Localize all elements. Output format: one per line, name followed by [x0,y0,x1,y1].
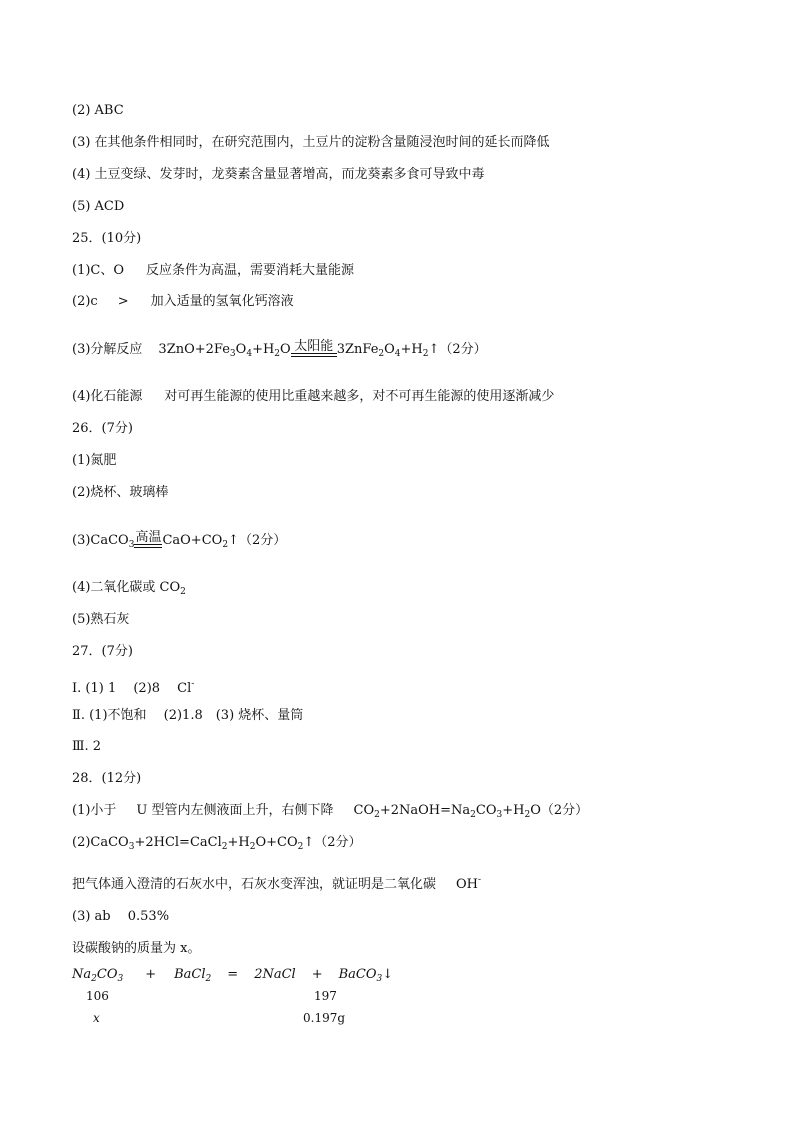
answer-26-5: (5)熟石灰 [72,612,130,627]
answer-24-3: (3) 在其他条件相同时，在研究范围内，土豆片的淀粉含量随浸泡时间的延长而降低 [72,135,550,150]
answer-27-I: Ⅰ. (1) 1 (2)8 Cl- [72,679,195,696]
answer-28-1: (1)小于 U 型管内左侧液面上升，右侧下降 $CO_2+2NaOH=Na_2CO_3+H_2O(2$分） [72,803,589,820]
answer-24-5: (5) ACD [72,199,125,214]
calc-106: 106 [86,989,109,1003]
calc-equation: $Na_2CO_3$ + BaCl$_2$ = 2NaCl + BaCO$_3$↓ [72,967,394,984]
answer-25-4: (4)化石能源 对可再生能源的使用比重越来越多，对不可再生能源的使用逐渐减少 [72,389,555,404]
question-28-header: 28．(12分) [72,771,142,786]
question-26-header: 26．(7分) [72,421,133,436]
answer-28-3: (3) ab 0.53% [72,909,170,924]
calc-x: x [93,1011,100,1025]
answer-24-2: (2) ABC [72,103,124,118]
question-27-header: 27．(7分) [72,644,133,659]
calc-setup: 设碳酸钠的质量为 x。 [72,941,201,956]
answer-28-2-text: 把气体通入澄清的石灰水中，石灰水变浑浊，就证明是二氧化碳 OH- [72,875,482,892]
answer-27-III: Ⅲ. 2 [72,739,102,754]
answer-28-2-equation: $(2)CaCO_3+2HCl=CaCl_2+H_2O+CO_2↑(2$分） [72,835,362,852]
answer-25-1: (1)C、O 反应条件为高温，需要消耗大量能源 [72,263,355,278]
answer-26-2: (2)烧杯、玻璃棒 [72,485,169,500]
answer-26-3-equation: (3)CaCO$_3$ 高温 $CaO+CO_2↑(2$分） [72,530,287,550]
answer-26-1: (1)氮肥 [72,453,117,468]
question-25-header: 25．(10分) [72,231,142,246]
answer-25-3-equation: (3)分解反应 $3ZnO+2Fe_3O_4+H_2O$ 太阳能 $3ZnFe_2O_4+H_2↑(2$分） [72,339,487,359]
answer-27-II: Ⅱ. (1)不饱和 (2)1.8 (3) 烧杯、量筒 [72,708,304,723]
answer-25-2: (2)c > 加入适量的氢氧化钙溶液 [72,294,294,309]
answer-26-4: (4)二氧化碳或 $CO_2$ [72,580,186,597]
calc-197: 197 [314,989,337,1003]
answer-24-4: (4) 土豆变绿、发芽时，龙葵素含量显著增高，而龙葵素多食可导致中毒 [72,167,485,182]
calc-0197: 0.197g [303,1011,346,1025]
